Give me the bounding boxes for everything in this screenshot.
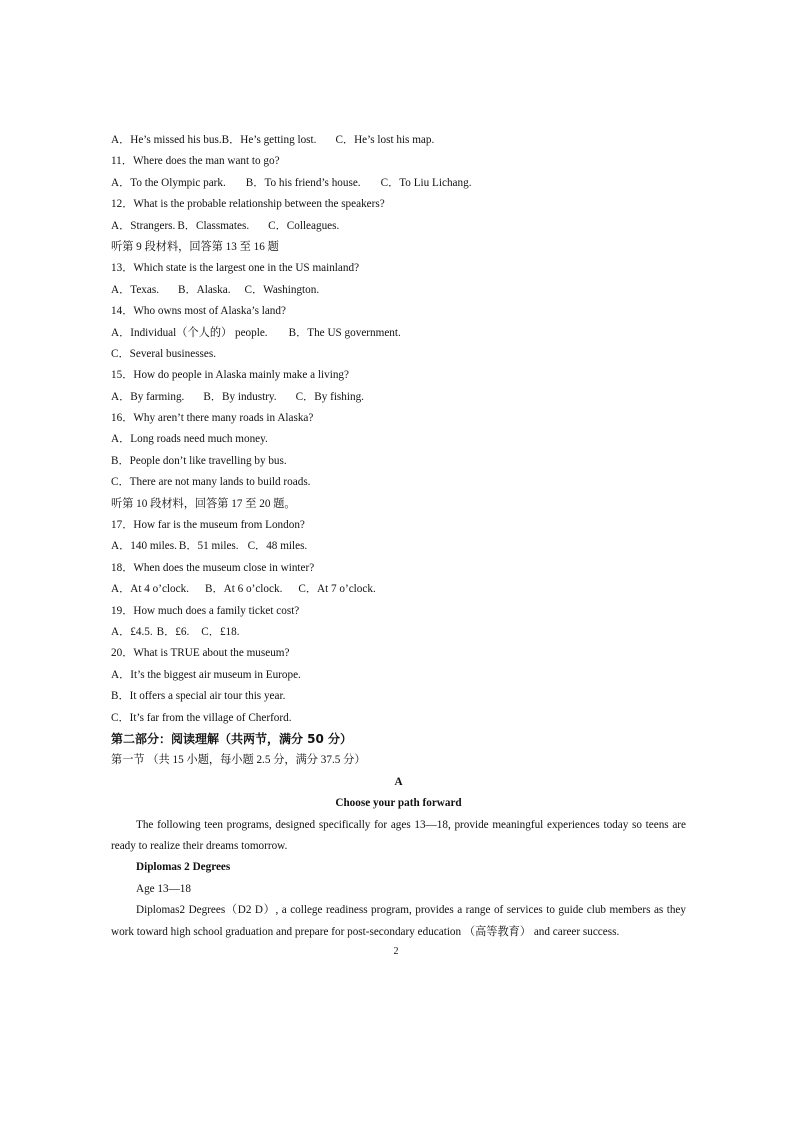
q18-option-a: A．At 4 o’clock.	[111, 583, 189, 596]
q11-question: 11．Where does the man want to go?	[111, 155, 280, 168]
section1-note: 第一节 （共 15 小题，每小题 2.5 分，满分 37.5 分）	[111, 754, 366, 767]
q19-option-c: C．£18.	[201, 625, 240, 638]
q15-options	[111, 387, 686, 408]
intro-paragraph: The following teen programs, designed specifically for ages 13—18, provide meaningful experiences today so teens are ready to realize their dreams tomorrow.	[111, 818, 686, 852]
q20-option-b: B．It offers a special air tour this year.	[111, 690, 286, 703]
q14-option-b: B．The US government.	[288, 326, 401, 339]
q16-option-a: A．Long roads need much money.	[111, 433, 268, 446]
q12-question: 12．What is the probable relationship between the speakers?	[111, 198, 385, 211]
q13-question: 13．Which state is the largest one in the US mainland?	[111, 262, 360, 275]
q14-question: 14．Who owns most of Alaska’s land?	[111, 305, 286, 318]
q14-options-ab	[111, 323, 686, 344]
section10-note: 听第 10 段材料，回答第 17 至 20 题。	[111, 497, 296, 510]
q15-option-c: C．By fishing.	[295, 390, 364, 403]
q15-option-a: A．By farming.	[111, 390, 185, 403]
program-age: Age 13—18	[136, 882, 191, 895]
q17-option-c: C．48 miles.	[247, 540, 308, 553]
q20-question: 20．What is TRUE about the museum?	[111, 647, 290, 660]
page-number: 2	[393, 946, 399, 957]
q18-option-c: C．At 7 o’clock.	[298, 583, 376, 596]
q13-option-b: B．Alaska.	[178, 283, 231, 296]
q16-option-c: C．There are not many lands to build roads.	[111, 476, 311, 489]
section9-note: 听第 9 段材料，回答第 13 至 16 题	[111, 240, 279, 253]
q19-option-a: A．£4.5.	[111, 625, 153, 638]
q11-options	[111, 173, 686, 194]
q15-question: 15．How do people in Alaska mainly make a living?	[111, 369, 349, 382]
q20-option-a: A．It’s the biggest air museum in Europe.	[111, 668, 301, 681]
part2-heading: 第二部分：阅读理解（共两节，满分 50 分）	[111, 731, 353, 746]
q11-option-b: B．To his friend’s house.	[245, 176, 361, 189]
q10-option-b: B．He’s getting lost.	[221, 134, 317, 146]
q17-question: 17．How far is the museum from London?	[111, 519, 305, 532]
document-page	[111, 130, 686, 943]
q10-options	[111, 130, 686, 151]
q10-option-a: A．He’s missed his bus.	[111, 134, 222, 146]
q16-question: 16．Why aren’t there many roads in Alaska?	[111, 412, 314, 425]
q15-option-b: B．By industry.	[203, 390, 277, 403]
q17-option-a: A．140 miles.	[111, 540, 177, 553]
q12-options	[111, 216, 686, 237]
q12-option-c: C．Colleagues.	[268, 219, 340, 232]
q13-options	[111, 280, 686, 301]
q14-option-c: C．Several businesses.	[111, 347, 217, 360]
q14-option-a: A．Individual（个人的） people.	[111, 326, 268, 339]
program-name: Diplomas 2 Degrees	[136, 861, 231, 874]
q17-option-b: B．51 miles.	[178, 540, 239, 553]
q17-options	[111, 536, 686, 557]
q18-option-b: B．At 6 o’clock.	[205, 583, 283, 596]
q11-option-c: C．To Liu Lichang.	[380, 176, 472, 189]
q19-question: 19．How much does a family ticket cost?	[111, 604, 300, 617]
q13-option-c: C．Washington.	[244, 283, 320, 296]
q12-option-b: B．Classmates.	[177, 219, 250, 232]
q18-options	[111, 579, 686, 600]
q19-option-b: B．£6.	[156, 625, 190, 638]
q13-option-a: A．Texas.	[111, 283, 159, 296]
q12-option-a: A．Strangers.	[111, 219, 176, 232]
q10-option-c: C．He’s lost his map.	[335, 134, 435, 146]
passage-title: Choose your path forward	[335, 797, 462, 810]
q19-options	[111, 622, 686, 643]
q11-option-a: A．To the Olympic park.	[111, 176, 226, 189]
program-paragraph: Diplomas2 Degrees（D2 D）, a college readiness program, provides a range of services to guide club members as they work toward high school graduation and prepare for post-secondary education （高等教育） and career success.	[111, 904, 686, 938]
passage-letter: A	[394, 775, 403, 788]
q18-question: 18．When does the museum close in winter?	[111, 561, 315, 574]
q20-option-c: C．It’s far from the village of Cherford.	[111, 711, 292, 724]
q16-option-b: B．People don’t like travelling by bus.	[111, 454, 287, 467]
